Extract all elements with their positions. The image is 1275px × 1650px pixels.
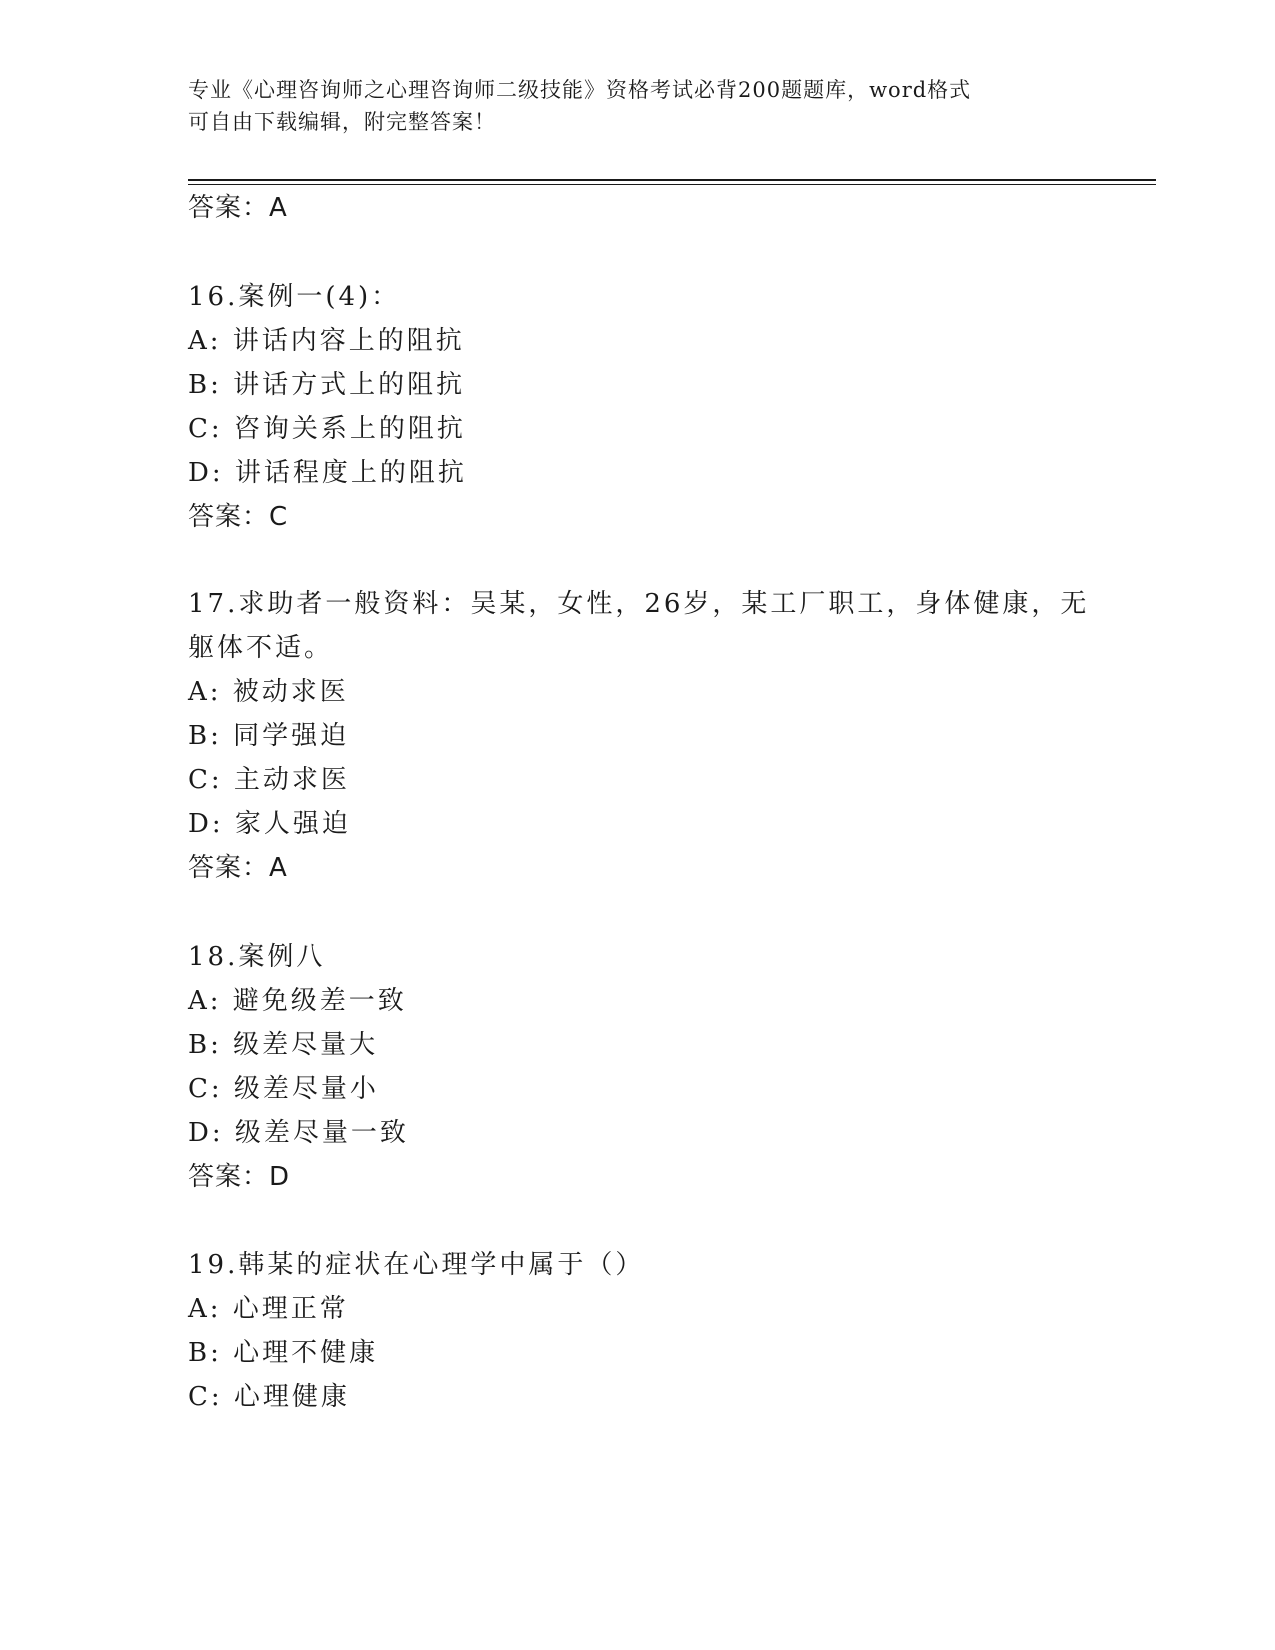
question-19-option-c: C: 心理健康: [188, 1382, 350, 1412]
question-16-answer: 答案：C: [188, 502, 289, 532]
header-rule-thick: [188, 179, 1156, 181]
document-header: [188, 74, 1088, 138]
question-17-option-a: A: 被动求医: [188, 677, 349, 707]
question-18-option-b: B: 级差尽量大: [188, 1030, 379, 1060]
question-18-stem: 18.案例八: [188, 942, 326, 972]
question-17-stem-line-1: 17.求助者一般资料：吴某，女性，26岁，某工厂职工，身体健康，无: [188, 589, 1090, 619]
prev-answer: 答案：A: [188, 193, 288, 223]
question-19-option-a: A: 心理正常: [188, 1294, 349, 1324]
question-18-answer: 答案：D: [188, 1162, 291, 1192]
question-17-option-c: C: 主动求医: [188, 765, 350, 795]
question-16-option-c: C: 咨询关系上的阻抗: [188, 414, 466, 444]
question-19-option-b: B: 心理不健康: [188, 1338, 379, 1368]
question-17-option-b: B: 同学强迫: [188, 721, 350, 751]
question-17-answer: 答案：A: [188, 853, 288, 883]
question-16-option-a: A: 讲话内容上的阻抗: [188, 326, 465, 356]
question-17-stem-line-2: 躯体不适。: [188, 633, 334, 663]
question-19-stem: 19.韩某的症状在心理学中属于（）: [188, 1250, 645, 1280]
question-16-option-b: B: 讲话方式上的阻抗: [188, 370, 466, 400]
header-line-1: 专业《心理咨询师之心理咨询师二级技能》资格考试必背200题题库，word格式: [188, 78, 972, 102]
question-17-option-d: D: 家人强迫: [188, 809, 351, 839]
question-16-option-d: D: 讲话程度上的阻抗: [188, 458, 467, 488]
question-18-option-a: A: 避免级差一致: [188, 986, 407, 1016]
header-rule-thin: [188, 184, 1156, 185]
question-18-option-c: C: 级差尽量小: [188, 1074, 379, 1104]
question-16-stem: 16.案例一(4)：: [188, 282, 401, 312]
question-18-option-d: D: 级差尽量一致: [188, 1118, 409, 1148]
header-line-2: 可自由下载编辑，附完整答案！: [188, 110, 496, 134]
